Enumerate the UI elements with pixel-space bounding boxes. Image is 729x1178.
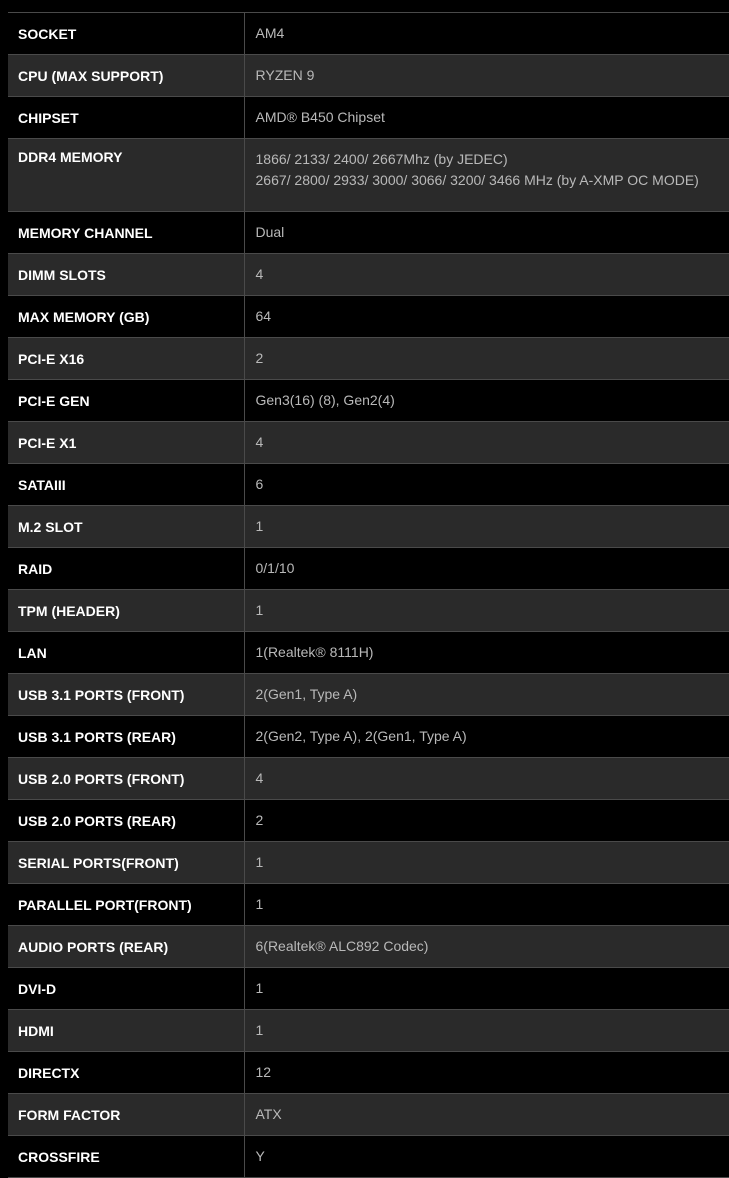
- spec-row: [8, 842, 729, 884]
- spec-row: [8, 97, 729, 139]
- spec-value: 2(Gen2, Type A), 2(Gen1, Type A): [244, 716, 729, 758]
- spec-row: [8, 13, 729, 55]
- spec-row: [8, 800, 729, 842]
- spec-value: 6: [244, 464, 729, 506]
- spec-table-body: [8, 13, 729, 1178]
- spec-value: 4: [244, 422, 729, 464]
- spec-value: RYZEN 9: [244, 55, 729, 97]
- spec-label: SERIAL PORTS(FRONT): [8, 842, 244, 884]
- spec-value: AMD® B450 Chipset: [244, 97, 729, 139]
- spec-row: [8, 716, 729, 758]
- spec-label: FORM FACTOR: [8, 1094, 244, 1136]
- spec-row: [8, 968, 729, 1010]
- spec-label: CPU (MAX SUPPORT): [8, 55, 244, 97]
- spec-label: TPM (HEADER): [8, 590, 244, 632]
- spec-label: SATAIII: [8, 464, 244, 506]
- spec-value-line: 1866/ 2133/ 2400/ 2667Mhz (by JEDEC): [256, 149, 729, 170]
- spec-row: [8, 1010, 729, 1052]
- spec-row: [8, 464, 729, 506]
- spec-label: USB 3.1 PORTS (REAR): [8, 716, 244, 758]
- spec-value: 1: [244, 968, 729, 1010]
- spec-value: 4: [244, 758, 729, 800]
- spec-value-line: 2667/ 2800/ 2933/ 3000/ 3066/ 3200/ 3466 MHz (by A-XMP OC MODE): [256, 170, 729, 191]
- spec-value: 0/1/10: [244, 548, 729, 590]
- spec-label: USB 2.0 PORTS (REAR): [8, 800, 244, 842]
- spec-row: [8, 758, 729, 800]
- spec-value: 2: [244, 800, 729, 842]
- spec-row: [8, 632, 729, 674]
- spec-row: [8, 380, 729, 422]
- spec-row: [8, 338, 729, 380]
- spec-row: [8, 212, 729, 254]
- spec-row: [8, 884, 729, 926]
- spec-value: 1: [244, 506, 729, 548]
- spec-value: Gen3(16) (8), Gen2(4): [244, 380, 729, 422]
- spec-row: [8, 1052, 729, 1094]
- spec-value: 1: [244, 1010, 729, 1052]
- spec-value: 12: [244, 1052, 729, 1094]
- spec-value: AM4: [244, 13, 729, 55]
- spec-row: [8, 254, 729, 296]
- spec-value: 6(Realtek® ALC892 Codec): [244, 926, 729, 968]
- spec-label: DDR4 MEMORY: [8, 139, 244, 212]
- spec-row: [8, 1136, 729, 1178]
- spec-label: CHIPSET: [8, 97, 244, 139]
- spec-value: 1: [244, 842, 729, 884]
- spec-label: PARALLEL PORT(FRONT): [8, 884, 244, 926]
- spec-value: 2: [244, 338, 729, 380]
- spec-label: DIMM SLOTS: [8, 254, 244, 296]
- spec-label: PCI-E GEN: [8, 380, 244, 422]
- spec-label: DVI-D: [8, 968, 244, 1010]
- spec-label: MEMORY CHANNEL: [8, 212, 244, 254]
- spec-value: [244, 139, 729, 212]
- spec-label: DIRECTX: [8, 1052, 244, 1094]
- spec-value: Y: [244, 1136, 729, 1178]
- spec-row: [8, 296, 729, 338]
- spec-label: CROSSFIRE: [8, 1136, 244, 1178]
- spec-value: 1: [244, 884, 729, 926]
- spec-value: Dual: [244, 212, 729, 254]
- spec-value: ATX: [244, 1094, 729, 1136]
- spec-row: [8, 590, 729, 632]
- spec-label: RAID: [8, 548, 244, 590]
- spec-label: PCI-E X1: [8, 422, 244, 464]
- spec-value: 1(Realtek® 8111H): [244, 632, 729, 674]
- spec-row: [8, 139, 729, 212]
- spec-value: 64: [244, 296, 729, 338]
- spec-value: 4: [244, 254, 729, 296]
- spec-row: [8, 674, 729, 716]
- spec-row: [8, 1094, 729, 1136]
- spec-row: [8, 548, 729, 590]
- spec-label: USB 3.1 PORTS (FRONT): [8, 674, 244, 716]
- spec-label: M.2 SLOT: [8, 506, 244, 548]
- spec-label: MAX MEMORY (GB): [8, 296, 244, 338]
- spec-value: 1: [244, 590, 729, 632]
- spec-value: 2(Gen1, Type A): [244, 674, 729, 716]
- spec-row: [8, 422, 729, 464]
- spec-row: [8, 506, 729, 548]
- spec-table: [8, 12, 729, 1178]
- spec-label: HDMI: [8, 1010, 244, 1052]
- spec-label: PCI-E X16: [8, 338, 244, 380]
- spec-label: AUDIO PORTS (REAR): [8, 926, 244, 968]
- spec-row: [8, 55, 729, 97]
- spec-label: USB 2.0 PORTS (FRONT): [8, 758, 244, 800]
- spec-label: LAN: [8, 632, 244, 674]
- spec-row: [8, 926, 729, 968]
- spec-label: SOCKET: [8, 13, 244, 55]
